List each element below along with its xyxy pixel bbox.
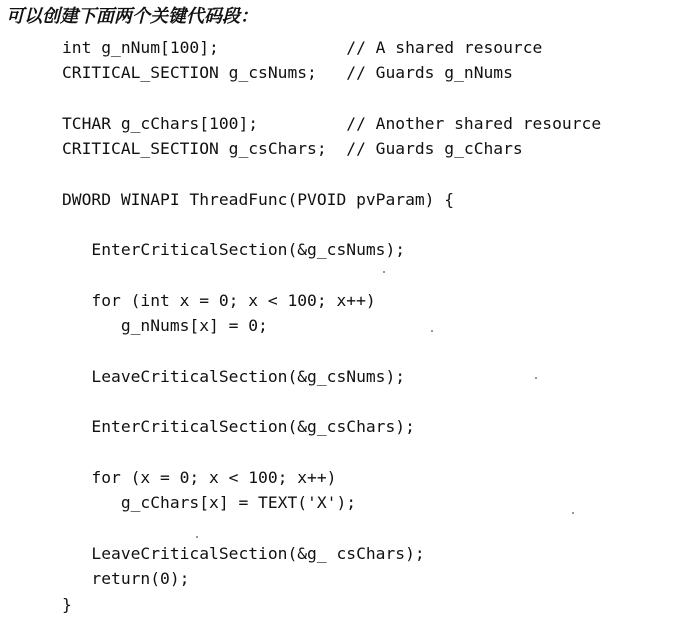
code-block [62, 35, 601, 617]
code-line: EnterCriticalSection(&g_csNums); [62, 240, 406, 260]
code-line: LeaveCriticalSection(&g_csNums); [62, 366, 406, 386]
code-line [62, 212, 601, 237]
code-line: for (x = 0; x < 100; x++) [62, 468, 337, 488]
code-line: return(0); [62, 569, 190, 589]
code-line: DWORD WINAPI ThreadFunc(PVOID pvParam) { [62, 189, 455, 209]
code-line [62, 389, 601, 414]
scan-speck [535, 377, 537, 379]
code-line [62, 339, 601, 364]
code-line [62, 161, 601, 186]
scan-speck [383, 271, 385, 273]
code-line: g_cChars[x] = TEXT('X'); [62, 493, 357, 513]
code-line: for (int x = 0; x < 100; x++) [62, 290, 376, 310]
code-line: EnterCriticalSection(&g_csChars); [62, 417, 415, 437]
code-line: CRITICAL_SECTION g_csChars; // Guards g_cChars [62, 139, 523, 159]
code-line [62, 263, 601, 288]
code-line: LeaveCriticalSection(&g_ csChars); [62, 543, 425, 563]
code-line: } [62, 594, 72, 614]
code-line: CRITICAL_SECTION g_csNums; // Guards g_nNums [62, 63, 513, 83]
scan-speck [572, 512, 574, 514]
section-heading: 可以创建下面两个关键代码段： [6, 6, 258, 27]
code-line: g_nNums[x] = 0; [62, 316, 268, 336]
scan-speck [196, 536, 198, 538]
code-line: TCHAR g_cChars[100]; // Another shared resource [62, 113, 602, 133]
code-line [62, 440, 601, 465]
scan-speck [431, 330, 433, 332]
code-line [62, 86, 601, 111]
code-line [62, 516, 601, 541]
code-line: int g_nNum[100]; // A shared resource [62, 38, 543, 57]
